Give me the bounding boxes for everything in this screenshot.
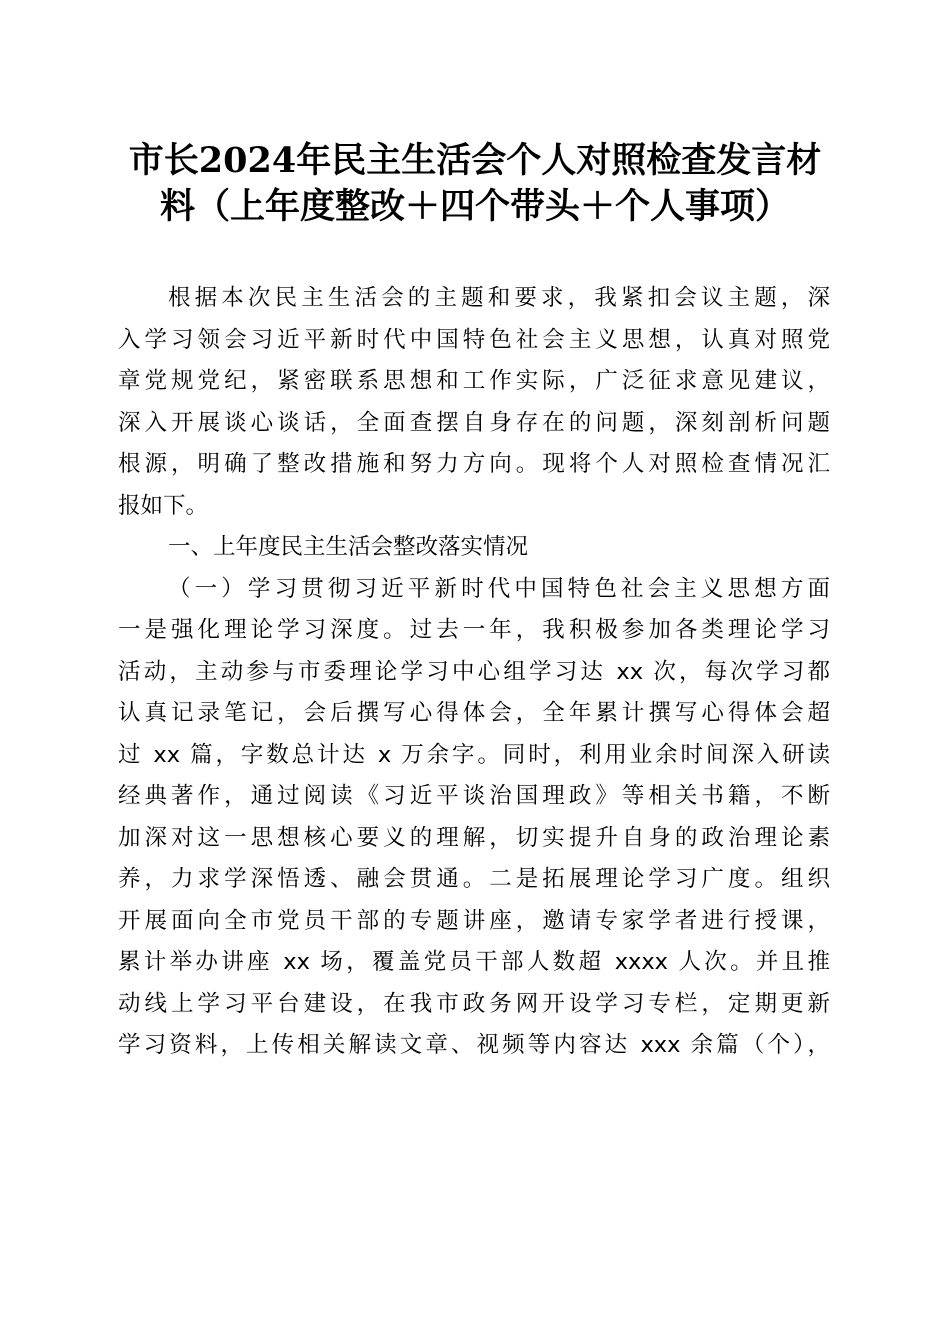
intro-line: 深入开展谈心谈话，全面查摆自身存在的问题，深刻剖析问题 [118,409,830,436]
intro-line: 入学习领会习近平新时代中国特色社会主义思想，认真对照党 [118,326,830,353]
body-line: 动线上学习平台建设，在我市政务网开设学习专栏，定期更新 [118,990,830,1017]
document-title [110,138,840,230]
body-line: 加深对这一思想核心要义的理解，切实提升自身的政治理论素 [118,824,830,851]
subsection-heading: （一）学习贯彻习近平新时代中国特色社会主义思想方面 [168,575,830,602]
body-line: 一是强化理论学习深度。过去一年，我积极参加各类理论学习 [118,617,830,643]
body-line: 开展面向全市党员干部的专题讲座，邀请专家学者进行授课， [118,907,830,934]
intro-line: 根源，明确了整改措施和努力方向。现将个人对照检查情况汇 [118,451,830,477]
body-line: 累计举办讲座 xx 场，覆盖党员干部人数超 xxxx 人次。并且推 [118,949,830,975]
title-line-2: 料（上年度整改＋四个带头＋个人事项） [159,186,790,227]
body-line: 过 xx 篇，字数总计达 x 万余字。同时，利用业余时间深入研读 [118,741,830,768]
body-line: 养，力求学深悟透、融会贯通。二是拓展理论学习广度。组织 [118,866,830,892]
document-body [118,278,830,1067]
section-heading: 一、上年度民主生活会整改落实情况 [168,534,529,560]
intro-line: 章党规党纪，紧密联系思想和工作实际，广泛征求意见建议， [118,368,830,394]
body-line: 经典著作，通过阅读《习近平谈治国理政》等相关书籍，不断 [118,783,830,809]
body-line: 学习资料，上传相关解读文章、视频等内容达 xxx 余篇（个）， [118,1032,830,1058]
title-line-1: 市长2024年民主生活会个人对照检查发言材 [128,140,822,181]
body-line: 活动，主动参与市委理论学习中心组学习达 xx 次，每次学习都 [118,658,830,685]
intro-line: 根据本次民主生活会的主题和要求，我紧扣会议主题，深 [168,285,830,311]
intro-line: 报如下。 [118,492,209,519]
body-line: 认真记录笔记，会后撰写心得体会，全年累计撰写心得体会超 [118,700,830,726]
